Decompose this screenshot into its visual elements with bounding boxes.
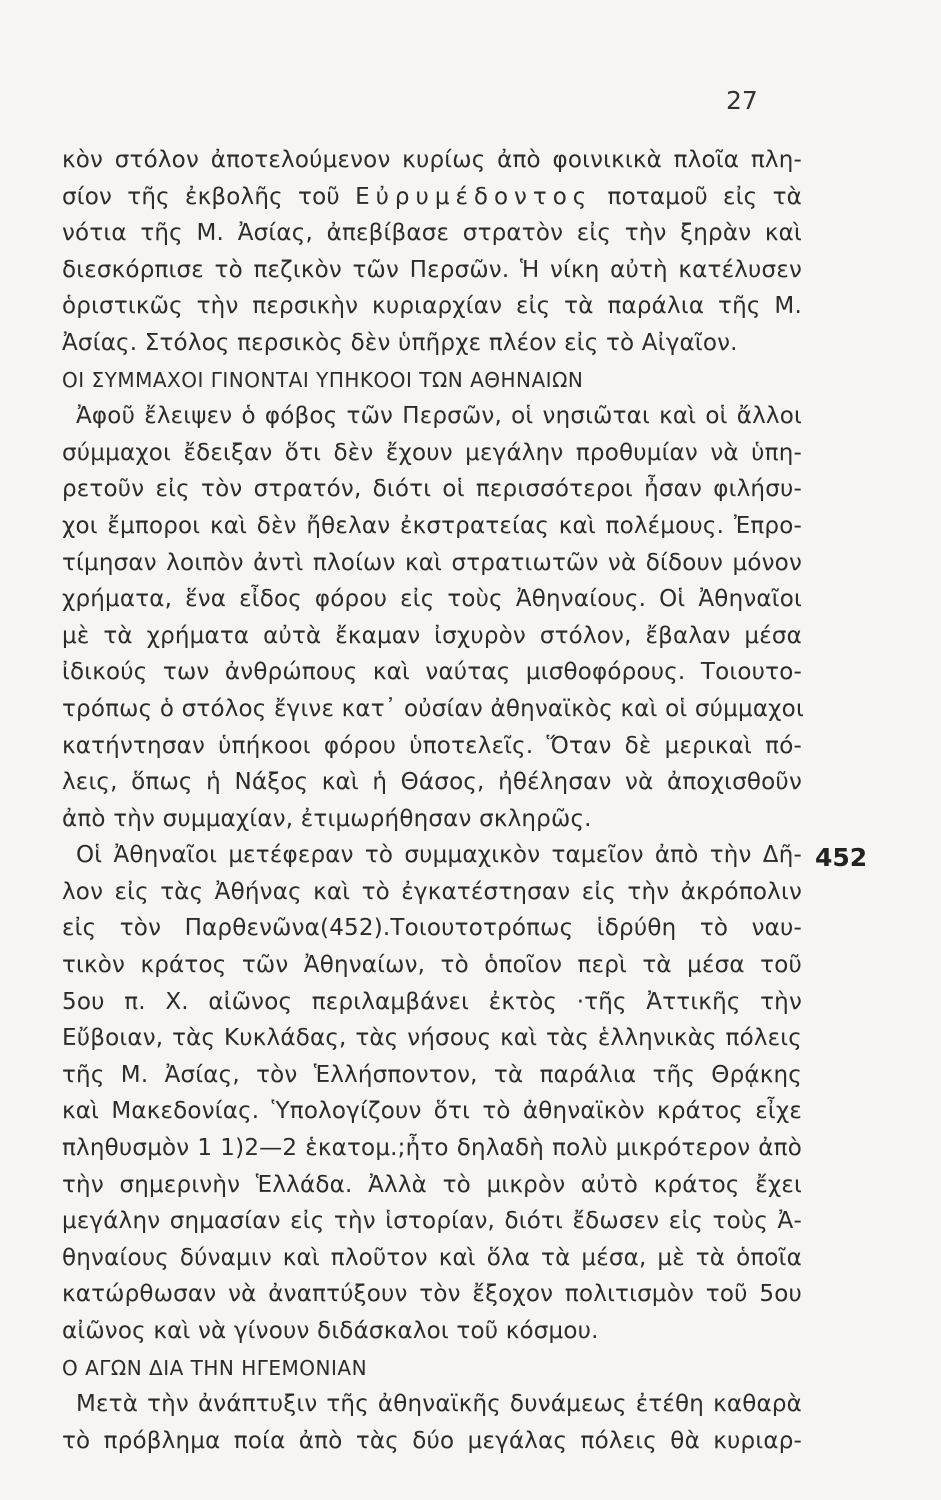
text-line: ὁριστικῶς τὴν περσικὴν κυριαρχίαν εἰς τὰ παράλια τῆς Μ. xyxy=(62,293,802,320)
text-span: σίον τῆς ἐκβολῆς τοῦ xyxy=(62,183,340,210)
text-line: τρόπως ὁ στόλος ἔγινε κατ᾽ οὐσίαν ἀθηναϊκὸς καὶ οἱ σύμμαχοι xyxy=(62,695,804,722)
text-line: Μετὰ τὴν ἀνάπτυξιν τῆς ἀθηναϊκῆς δυνάμεως ἐτέθη καθαρὰ xyxy=(76,1391,802,1418)
section-heading: ΟΙ ΣΥΜΜΑΧΟΙ ΓΙΝΟΝΤΑΙ ΥΠΗΚΟΟΙ ΤΩΝ ΑΘΗΝΑΙΩΝ xyxy=(62,367,584,392)
text-line: καὶ Μακεδονίας. Ὑπολογίζουν ὅτι τὸ ἀθηναϊκὸν κράτος εἶχε xyxy=(62,1098,802,1125)
text-line: τῆς Μ. Ἀσίας, τὸν Ἑλλήσποντον, τὰ παράλια τῆς Θρᾴκης xyxy=(62,1061,802,1088)
text-line: Οἱ Ἀθηναῖοι μετέφεραν τὸ συμμαχικὸν ταμεῖον ἀπὸ τὴν Δῆ- xyxy=(76,842,802,869)
text-line: διεσκόρπισε τὸ πεζικὸν τῶν Περσῶν. Ἡ νίκη αὐτὴ κατέλυσεν xyxy=(62,256,802,283)
text-line: χοι ἔμποροι καὶ δὲν ἤθελαν ἐκστρατείας καὶ πολέμους. Ἐπρο- xyxy=(62,512,802,539)
spaced-name: Εὐρυμέδοντος xyxy=(355,183,593,210)
text-line: πληθυσμὸν 1 1)2—2 ἑκατομ.;ἦτο δηλαδὴ πολὺ μικρότερον ἀπὸ xyxy=(62,1135,802,1162)
text-line: νότια τῆς Μ. Ἀσίας, ἀπεβίβασε στρατὸν εἰς τὴν ξηρὰν καὶ xyxy=(62,220,802,247)
text-line: τὸ πρόβλημα ποία ἀπὸ τὰς δύο μεγάλας πόλεις θὰ κυριαρ- xyxy=(62,1427,802,1454)
page-text xyxy=(62,142,802,1459)
text-line: σύμμαχοι ἔδειξαν ὅτι δὲν ἔχουν μεγάλην προθυμίαν νὰ ὑπη- xyxy=(62,439,802,466)
text-line: λον εἰς τὰς Ἀθήνας καὶ τὸ ἐγκατέστησαν εἰς τὴν ἀκρόπολιν xyxy=(62,878,802,905)
text-line: μὲ τὰ χρήματα αὐτὰ ἔκαμαν ἰσχυρὸν στόλον, ἔβαλαν μέσα xyxy=(62,622,802,649)
text-line: μεγάλην σημασίαν εἰς τὴν ἱστορίαν, διότι ἔδωσεν εἰς τοὺς Ἀ- xyxy=(62,1208,802,1235)
text-line: 5ου π. Χ. αἰῶνος περιλαμβάνει ἐκτὸς ·τῆς Ἀττικῆς τὴν xyxy=(62,988,802,1015)
text-line: τικὸν κράτος τῶν Ἀθηναίων, τὸ ὁποῖον περὶ τὰ μέσα τοῦ xyxy=(62,952,802,979)
text-line: ἰδικούς των ἀνθρώπους καὶ ναύτας μισθοφόρους. Τοιουτο- xyxy=(62,659,802,686)
text-line: Ἀφοῦ ἔλειψεν ὁ φόβος τῶν Περσῶν, οἱ νησιῶται καὶ οἱ ἄλλοι xyxy=(76,403,802,430)
page-number: 27 xyxy=(726,86,758,115)
text-line: κατήντησαν ὑπήκοοι φόρου ὑποτελεῖς. Ὅταν δὲ μερικαὶ πό- xyxy=(62,732,802,759)
text-line: λεις, ὅπως ἡ Νάξος καὶ ἡ Θάσος, ἠθέλησαν νὰ ἀποχισθοῦν xyxy=(62,769,802,796)
text-line: κὸν στόλον ἀποτελούμενον κυρίως ἀπὸ φοινικικὰ πλοῖα πλη- xyxy=(62,147,802,173)
text-line: κατώρθωσαν νὰ ἀναπτύξουν τὸν ἔξοχον πολιτισμὸν τοῦ 5ου xyxy=(62,1281,802,1308)
text-line: αἰῶνος καὶ νὰ γίνουν διδάσκαλοι τοῦ κόσμου. xyxy=(62,1318,599,1344)
section-heading: Ο ΑΓΩΝ ΔΙΑ ΤΗΝ ΗΓΕΜΟΝΙΑΝ xyxy=(62,1355,368,1380)
text-span: ποταμοῦ εἰς τὰ xyxy=(592,183,802,210)
text-line: θηναίους δύναμιν καὶ πλοῦτον καὶ ὅλα τὰ μέσα, μὲ τὰ ὁποῖα xyxy=(62,1244,802,1271)
text-line: εἰς τὸν Παρθενῶνα(452).Τοιουτοτρόπως ἱδρύθη τὸ ναυ- xyxy=(62,915,802,942)
text-line xyxy=(62,179,802,216)
margin-year-note: 452 xyxy=(815,843,868,872)
text-line: τίμησαν λοιπὸν ἀντὶ πλοίων καὶ στρατιωτῶν νὰ δίδουν μόνον xyxy=(62,549,802,576)
text-line: χρήματα, ἕνα εἶδος φόρου εἰς τοὺς Ἀθηναίους. Οἱ Ἀθηναῖοι xyxy=(62,586,802,613)
text-line: ρετοῦν εἰς τὸν στρατόν, διότι οἱ περισσότεροι ἦσαν φιλήσυ- xyxy=(62,476,802,503)
text-line: Εὔβοιαν, τὰς Κυκλάδας, τὰς νήσους καὶ τὰς ἑλληνικὰς πόλεις xyxy=(62,1025,802,1052)
text-line: Ἀσίας. Στόλος περσικὸς δὲν ὑπῆρχε πλέον εἰς τὸ Αἰγαῖον. xyxy=(62,329,738,356)
text-line: τὴν σημερινὴν Ἑλλάδα. Ἀλλὰ τὸ μικρὸν αὐτὸ κράτος ἔχει xyxy=(62,1171,802,1198)
text-line: ἀπὸ τὴν συμμαχίαν, ἐτιμωρήθησαν σκληρῶς. xyxy=(62,805,592,832)
